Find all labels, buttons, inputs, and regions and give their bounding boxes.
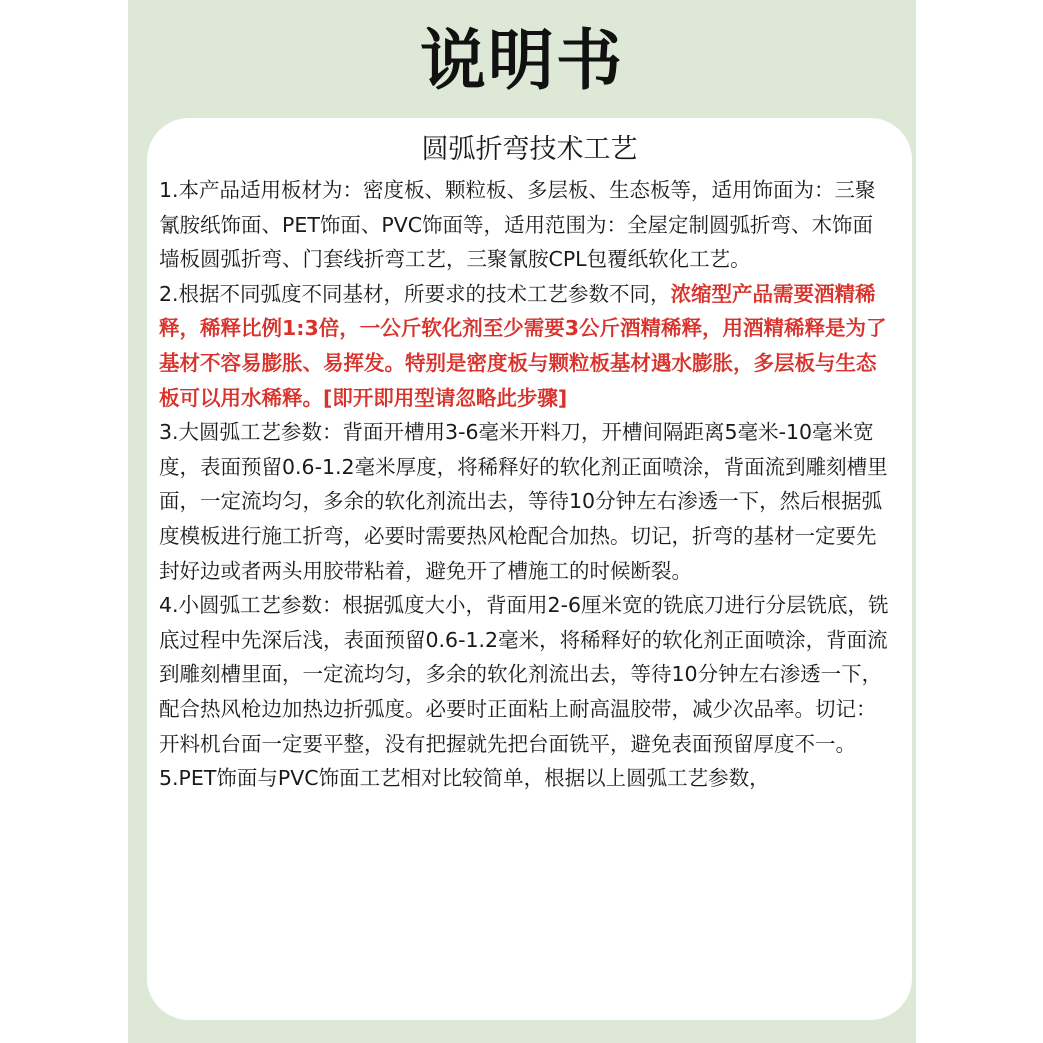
paragraph-4: 4.小圆弧工艺参数：根据弧度大小，背面用2-6厘米宽的铣底刀进行分层铣底，铣底过程中先深后浅，表面预留0.6-1.2毫米，将稀释好的软化剂正面喷涂，背面流到雕刻槽里面，一定流均匀，多余的软化剂流出去，等待10分钟左右渗透一下，配合热风枪边加热边折弧度。必要时正面粘上耐高温胶带，减少次品率。切记：开料机台面一定要平整，没有把握就先把台面铣平，避免表面预留厚度不一。 <box>159 593 889 756</box>
page-title: 说明书 <box>420 22 624 99</box>
paragraph-1: 1.本产品适用板材为：密度板、颗粒板、多层板、生态板等，适用饰面为：三聚氰胺纸饰面、PET饰面、PVC饰面等，适用范围为：全屋定制圆弧折弯、木饰面墙板圆弧折弯、门套线折弯工艺，三聚氰胺CPL包覆纸软化工艺。 <box>159 178 876 272</box>
paragraph-2-highlight: 浓缩型产品需要酒精稀释，稀释比例1:3倍，一公斤软化剂至少需要3公斤酒精稀释，用酒精稀释是为了基材不容易膨胀、易挥发。特别是密度板与颗粒板基材遇水膨胀，多层板与生态板可以用水稀释。[即开即用型请忽略此步骤] <box>159 281 887 410</box>
instructions-card <box>147 118 912 1020</box>
paragraph-5: 5.PET饰面与PVC饰面工艺相对比较简单，根据以上圆弧工艺参数， <box>159 766 770 791</box>
paragraph-2-text: 2.根据不同弧度不同基材，所要求的技术工艺参数不同， <box>159 281 671 306</box>
paragraph-2 <box>159 277 889 415</box>
instructions-body <box>159 173 889 796</box>
card-title: 圆弧折弯技术工艺 <box>421 134 638 165</box>
paragraph-3: 3.大圆弧工艺参数：背面开槽用3-6毫米开料刀，开槽间隔距离5毫米-10毫米宽度，表面预留0.6-1.2毫米厚度，将稀释好的软化剂正面喷涂，背面流到雕刻槽里面，一定流均匀，多余的软化剂流出去，等待10分钟左右渗透一下，然后根据弧度模板进行施工折弯，必要时需要热风枪配合加热。切记，折弯的基材一定要先封好边或者两头用胶带粘着，避免开了槽施工的时候断裂。 <box>159 420 888 583</box>
